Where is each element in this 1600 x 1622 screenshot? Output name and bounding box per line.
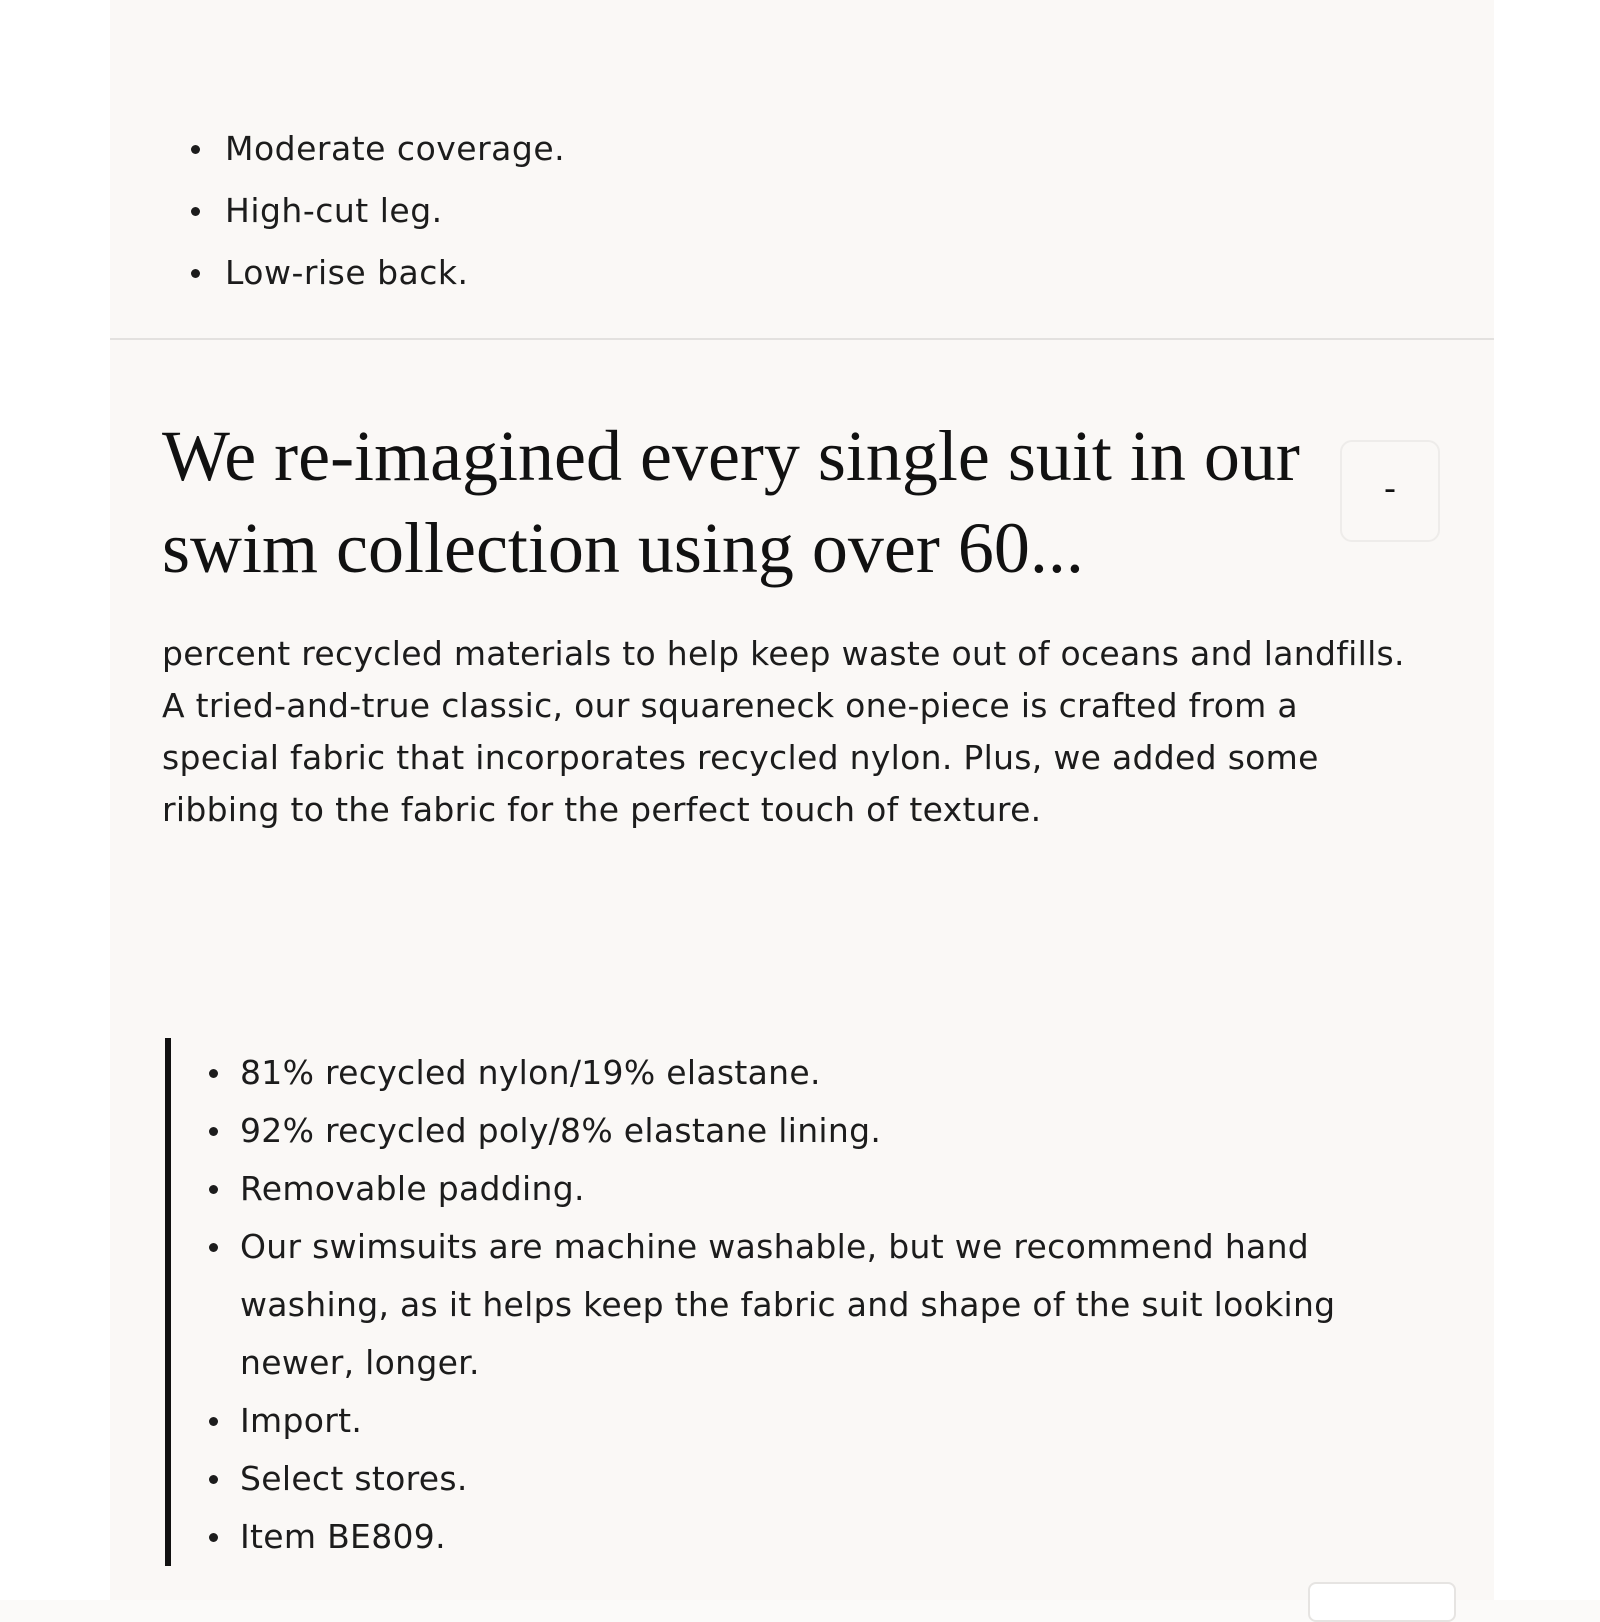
details-accent-bar [165, 1038, 171, 1566]
list-item: Our swimsuits are machine washable, but we recommend hand washing, as it helps keep the fabric and shape of the suit looking newer, longer. [240, 1218, 1360, 1392]
list-item: Item BE809. [240, 1508, 1360, 1566]
list-item: Select stores. [240, 1450, 1360, 1508]
page-margin-left [0, 0, 110, 1600]
list-item: 92% recycled poly/8% elastane lining. [240, 1102, 1360, 1160]
list-item: High-cut leg. [225, 180, 565, 242]
page-margin-right [1494, 0, 1600, 1600]
minus-icon: - [1384, 469, 1396, 509]
list-item: Moderate coverage. [225, 118, 565, 180]
product-details-panel [110, 0, 1494, 1600]
fit-features-list [225, 118, 565, 304]
list-item: Removable padding. [240, 1160, 1360, 1218]
partial-button[interactable] [1308, 1582, 1456, 1622]
list-item: 81% recycled nylon/19% elastane. [240, 1044, 1360, 1102]
section-divider [110, 338, 1494, 340]
list-item: Import. [240, 1392, 1360, 1450]
collapse-section-button[interactable] [1340, 440, 1440, 542]
product-description: percent recycled materials to help keep waste out of oceans and landfills. A tried-and-true classic, our squareneck one-piece is crafted from a special fabric that incorporates recycled nylon. Plus, we added some ribbing to the fabric for the perfect touch of texture. [162, 628, 1422, 836]
list-item: Low-rise back. [225, 242, 565, 304]
fabric-details-list [240, 1044, 1360, 1566]
section-headline: We re-imagined every single suit in our swim collection using over 60... [162, 410, 1342, 594]
